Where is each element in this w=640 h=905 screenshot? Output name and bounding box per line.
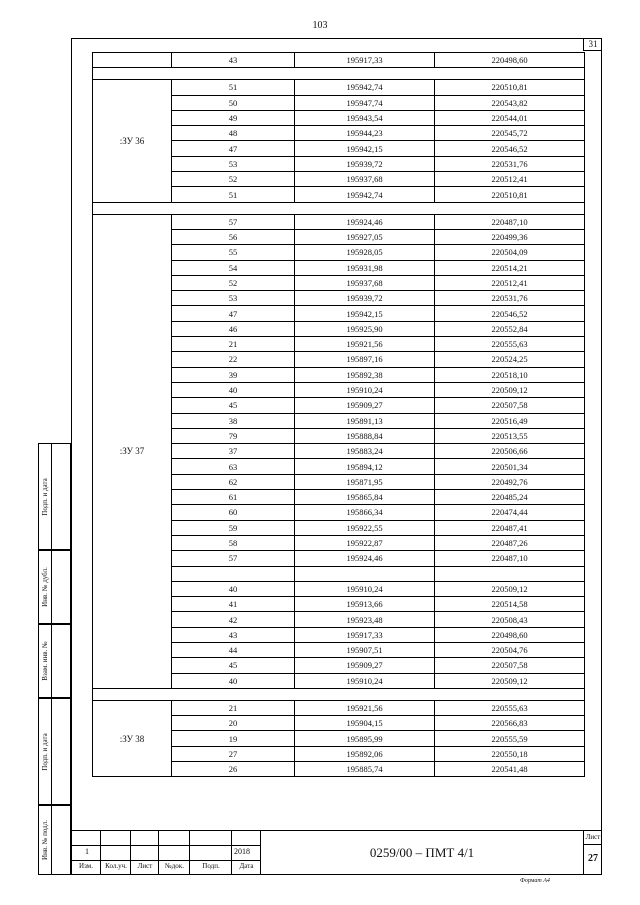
x-coordinate-cell: 195904,15 — [295, 716, 435, 731]
y-coordinate-cell: 220524,25 — [435, 352, 585, 367]
x-coordinate-cell: 195909,27 — [295, 658, 435, 673]
x-coordinate-cell: 195937,68 — [295, 275, 435, 290]
x-coordinate-cell: 195942,15 — [295, 306, 435, 321]
y-coordinate-cell: 220555,63 — [435, 337, 585, 352]
coordinates-table — [92, 52, 585, 777]
x-coordinate-cell: 195943,54 — [295, 110, 435, 125]
y-coordinate-cell: 220566,83 — [435, 716, 585, 731]
y-coordinate-cell: 220512,41 — [435, 275, 585, 290]
y-coordinate-cell: 220509,12 — [435, 673, 585, 688]
x-coordinate-cell: 195910,24 — [295, 382, 435, 397]
point-number-cell: 45 — [172, 658, 295, 673]
x-coordinate-cell: 195888,84 — [295, 428, 435, 443]
y-coordinate-cell: 220504,76 — [435, 642, 585, 657]
side-label: Взам. инв. № — [41, 641, 49, 681]
point-number-cell: 45 — [172, 398, 295, 413]
x-coordinate-cell: 195917,33 — [295, 53, 435, 68]
side-stamp-inv-podl — [38, 805, 71, 875]
point-number-cell: 40 — [172, 581, 295, 596]
x-coordinate-cell: 195892,06 — [295, 746, 435, 761]
y-coordinate-cell: 220544,01 — [435, 110, 585, 125]
x-coordinate-cell: 195921,56 — [295, 700, 435, 715]
y-coordinate-cell: 220514,58 — [435, 597, 585, 612]
x-coordinate-cell: 195865,84 — [295, 490, 435, 505]
y-coordinate-cell: 220487,10 — [435, 551, 585, 566]
x-coordinate-cell: 195931,98 — [295, 260, 435, 275]
y-coordinate-cell: 220512,41 — [435, 172, 585, 187]
point-number-cell: 21 — [172, 337, 295, 352]
parcel-name-cell — [93, 53, 172, 68]
point-number-cell: 54 — [172, 260, 295, 275]
page-number: 103 — [312, 20, 328, 31]
y-coordinate-cell: 220506,66 — [435, 444, 585, 459]
point-number-cell: 57 — [172, 551, 295, 566]
point-number-cell: 51 — [172, 187, 295, 202]
y-coordinate-cell — [435, 566, 585, 581]
y-coordinate-cell: 220487,10 — [435, 214, 585, 229]
point-number-cell: 37 — [172, 444, 295, 459]
y-coordinate-cell: 220510,81 — [435, 187, 585, 202]
y-coordinate-cell: 220509,12 — [435, 382, 585, 397]
point-number-cell: 26 — [172, 762, 295, 777]
x-coordinate-cell: 195922,55 — [295, 520, 435, 535]
y-coordinate-cell: 220499,36 — [435, 229, 585, 244]
point-number-cell: 22 — [172, 352, 295, 367]
y-coordinate-cell: 220498,60 — [435, 627, 585, 642]
side-stamp-vzam-inv — [38, 624, 71, 698]
point-number-cell: 50 — [172, 95, 295, 110]
point-number-cell: 46 — [172, 321, 295, 336]
point-number-cell: 40 — [172, 382, 295, 397]
title-block-header: Кол.уч. — [105, 862, 127, 870]
point-number-cell: 58 — [172, 535, 295, 550]
revision-number: 1 — [85, 847, 89, 856]
point-number-cell: 63 — [172, 459, 295, 474]
y-coordinate-cell: 220531,76 — [435, 156, 585, 171]
x-coordinate-cell: 195883,24 — [295, 444, 435, 459]
point-number-cell: 38 — [172, 413, 295, 428]
title-block-headers — [71, 862, 261, 874]
y-coordinate-cell: 220510,81 — [435, 80, 585, 95]
x-coordinate-cell: 195923,48 — [295, 612, 435, 627]
x-coordinate-cell — [295, 566, 435, 581]
y-coordinate-cell: 220518,10 — [435, 367, 585, 382]
point-number-cell: 40 — [172, 673, 295, 688]
x-coordinate-cell: 195939,72 — [295, 156, 435, 171]
x-coordinate-cell: 195944,23 — [295, 126, 435, 141]
point-number-cell: 19 — [172, 731, 295, 746]
x-coordinate-cell: 195939,72 — [295, 291, 435, 306]
point-number-cell: 53 — [172, 291, 295, 306]
x-coordinate-cell: 195885,74 — [295, 762, 435, 777]
y-coordinate-cell: 220516,49 — [435, 413, 585, 428]
x-coordinate-cell: 195895,99 — [295, 731, 435, 746]
y-coordinate-cell: 220508,43 — [435, 612, 585, 627]
parcel-name-cell: :ЗУ 36 — [93, 80, 172, 202]
x-coordinate-cell: 195922,87 — [295, 535, 435, 550]
point-number-cell: 43 — [172, 53, 295, 68]
sheet-label: Лист — [584, 830, 602, 845]
title-block-header: Подп. — [202, 862, 220, 870]
point-number-cell: 20 — [172, 716, 295, 731]
table-row — [93, 700, 585, 715]
sheet-number-top: 31 — [583, 38, 602, 51]
point-number-cell: 52 — [172, 275, 295, 290]
side-stamp-podp-data-1 — [38, 443, 71, 550]
parcel-name-cell: :ЗУ 38 — [93, 700, 172, 776]
x-coordinate-cell: 195913,66 — [295, 597, 435, 612]
side-label: Подп. и дата — [41, 732, 49, 771]
point-number-cell: 79 — [172, 428, 295, 443]
side-label: Инв. № дубл. — [41, 567, 49, 607]
x-coordinate-cell: 195942,74 — [295, 80, 435, 95]
point-number-cell: 59 — [172, 520, 295, 535]
point-number-cell: 27 — [172, 746, 295, 761]
table-row — [93, 53, 585, 68]
parcel-name-cell: :ЗУ 37 — [93, 214, 172, 688]
side-stamp-inv-dubl — [38, 550, 71, 624]
x-coordinate-cell: 195910,24 — [295, 673, 435, 688]
point-number-cell: 48 — [172, 126, 295, 141]
point-number-cell: 39 — [172, 367, 295, 382]
x-coordinate-cell: 195907,51 — [295, 642, 435, 657]
side-label: Подп. и дата — [41, 477, 49, 516]
point-number-cell: 42 — [172, 612, 295, 627]
point-number-cell — [172, 566, 295, 581]
group-separator-row — [93, 202, 585, 214]
title-block-header: Изм. — [79, 862, 93, 870]
point-number-cell: 44 — [172, 642, 295, 657]
point-number-cell: 61 — [172, 490, 295, 505]
title-block-header: Дата — [239, 862, 254, 870]
table-row — [93, 214, 585, 229]
point-number-cell: 47 — [172, 141, 295, 156]
point-number-cell: 41 — [172, 597, 295, 612]
title-block-header: Лист — [137, 862, 153, 870]
y-coordinate-cell: 220509,12 — [435, 581, 585, 596]
y-coordinate-cell: 220487,26 — [435, 535, 585, 550]
y-coordinate-cell: 220531,76 — [435, 291, 585, 306]
x-coordinate-cell: 195947,74 — [295, 95, 435, 110]
point-number-cell: 62 — [172, 474, 295, 489]
group-separator-row — [93, 688, 585, 700]
point-number-cell: 52 — [172, 172, 295, 187]
y-coordinate-cell: 220514,21 — [435, 260, 585, 275]
point-number-cell: 56 — [172, 229, 295, 244]
format-note: Формат А4 — [520, 878, 550, 884]
point-number-cell: 21 — [172, 700, 295, 715]
table-row — [93, 80, 585, 95]
x-coordinate-cell: 195942,74 — [295, 187, 435, 202]
y-coordinate-cell: 220498,60 — [435, 53, 585, 68]
x-coordinate-cell: 195925,90 — [295, 321, 435, 336]
point-number-cell: 55 — [172, 245, 295, 260]
title-block-header: №док. — [165, 862, 184, 870]
point-number-cell: 51 — [172, 80, 295, 95]
sheet-number-box — [583, 830, 602, 875]
y-coordinate-cell: 220546,52 — [435, 141, 585, 156]
y-coordinate-cell: 220555,59 — [435, 731, 585, 746]
x-coordinate-cell: 195897,16 — [295, 352, 435, 367]
document-code: 0259/00 – ПМТ 4/1 — [369, 845, 475, 860]
x-coordinate-cell: 195910,24 — [295, 581, 435, 596]
x-coordinate-cell: 195942,15 — [295, 141, 435, 156]
y-coordinate-cell: 220545,72 — [435, 126, 585, 141]
x-coordinate-cell: 195894,12 — [295, 459, 435, 474]
y-coordinate-cell: 220552,84 — [435, 321, 585, 336]
y-coordinate-cell: 220474,44 — [435, 505, 585, 520]
y-coordinate-cell: 220501,34 — [435, 459, 585, 474]
x-coordinate-cell: 195927,05 — [295, 229, 435, 244]
y-coordinate-cell: 220507,58 — [435, 658, 585, 673]
y-coordinate-cell: 220555,63 — [435, 700, 585, 715]
point-number-cell: 60 — [172, 505, 295, 520]
x-coordinate-cell: 195937,68 — [295, 172, 435, 187]
y-coordinate-cell: 220550,18 — [435, 746, 585, 761]
x-coordinate-cell: 195924,46 — [295, 214, 435, 229]
x-coordinate-cell: 195909,27 — [295, 398, 435, 413]
x-coordinate-cell: 195917,33 — [295, 627, 435, 642]
point-number-cell: 53 — [172, 156, 295, 171]
side-label: Инв. № подл. — [41, 820, 49, 860]
x-coordinate-cell: 195928,05 — [295, 245, 435, 260]
x-coordinate-cell: 195892,38 — [295, 367, 435, 382]
x-coordinate-cell: 195866,34 — [295, 505, 435, 520]
x-coordinate-cell: 195871,95 — [295, 474, 435, 489]
point-number-cell: 49 — [172, 110, 295, 125]
y-coordinate-cell: 220543,82 — [435, 95, 585, 110]
y-coordinate-cell: 220513,55 — [435, 428, 585, 443]
point-number-cell: 57 — [172, 214, 295, 229]
x-coordinate-cell: 195924,46 — [295, 551, 435, 566]
side-stamp-podp-data-2 — [38, 698, 71, 805]
y-coordinate-cell: 220507,58 — [435, 398, 585, 413]
year: 2018 — [234, 847, 250, 856]
point-number-cell: 47 — [172, 306, 295, 321]
y-coordinate-cell: 220485,24 — [435, 490, 585, 505]
x-coordinate-cell: 195921,56 — [295, 337, 435, 352]
x-coordinate-cell: 195891,13 — [295, 413, 435, 428]
y-coordinate-cell: 220541,48 — [435, 762, 585, 777]
y-coordinate-cell: 220504,09 — [435, 245, 585, 260]
point-number-cell: 43 — [172, 627, 295, 642]
group-separator-row — [93, 68, 585, 80]
y-coordinate-cell: 220487,41 — [435, 520, 585, 535]
sheet-number: 27 — [588, 853, 598, 864]
y-coordinate-cell: 220492,76 — [435, 474, 585, 489]
y-coordinate-cell: 220546,52 — [435, 306, 585, 321]
